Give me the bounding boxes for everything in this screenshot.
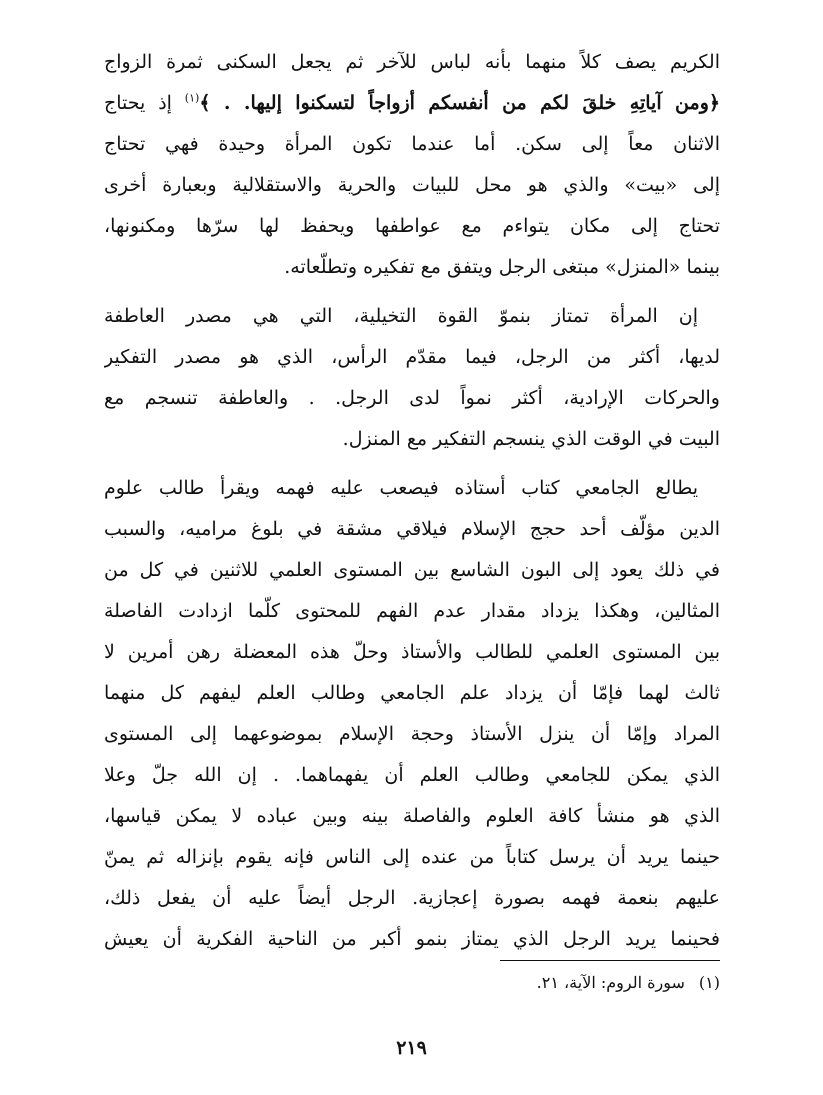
text-line: حينما يريد أن يرسل كتاباً من عنده إلى الناس فإنه يقوم بإنزاله ثم يمنّ bbox=[104, 846, 720, 868]
text-line: البيت في الوقت الذي ينسجم التفكير مع المنزل. bbox=[342, 428, 720, 450]
text-line: في ذلك يعود إلى البون الشاسع بين المستوى العلمي للاثنين في كل من bbox=[104, 559, 720, 581]
text-line: المراد وإمّا أن ينزل الأستاذ وحجة الإسلام بموضوعهما إلى المستوى bbox=[104, 723, 720, 745]
page-body bbox=[104, 42, 720, 960]
text-line: إلى «بيت» والذي هو محل للبيات والحرية والاستقلالية وبعبارة أخرى bbox=[104, 174, 720, 196]
verse-line-tail: إذ يحتاج bbox=[104, 92, 172, 114]
text-line: والحركات الإرادية، أكثر نمواً لدى الرجل. . والعاطفة تنسجم مع bbox=[104, 387, 720, 409]
text-line: بين المستوى العلمي للطالب والأستاذ وحلّ هذه المعضلة رهن أمرين لا bbox=[104, 641, 720, 663]
footnote-number: (١) bbox=[698, 973, 720, 992]
text-line: فحينما يريد الرجل الذي يمتاز بنمو أكبر من الناحية الفكرية أن يعيش bbox=[104, 928, 720, 950]
footnote-text: سورة الروم: الآية، ٢١. bbox=[536, 973, 685, 992]
text-line: الكريم يصف كلاً منهما بأنه لباس للآخر ثم يجعل السكنى ثمرة الزواج bbox=[104, 51, 720, 73]
text-line: الدين مؤلّف أحد حجج الإسلام فيلاقي مشقة في بلوغ مراميه، والسبب bbox=[104, 518, 720, 540]
text-line: الذي يمكن للجامعي وطالب العلم أن يفهماهما. . إن الله جلّ وعلا bbox=[104, 764, 720, 786]
page-number: ٢١٩ bbox=[396, 1037, 427, 1059]
text-line: عليهم بنعمة فهمه بصورة إعجازية. الرجل أيضاً عليه أن يفعل ذلك، bbox=[104, 887, 720, 909]
footnote-ref[interactable]: (١) bbox=[184, 91, 200, 105]
text-line: يطالع الجامعي كتاب أستاذه فيصعب عليه فهمه ويقرأ طالب علوم bbox=[104, 477, 698, 499]
text-line: المثالين، وهكذا يزداد مقدار عدم الفهم للمحتوى كلّما ازدادت الفاصلة bbox=[104, 600, 720, 622]
text-line: الذي هو منشأ كافة العلوم والفاصلة بينه وبين عباده لا يمكن قياسها، bbox=[104, 805, 720, 827]
footnote-divider bbox=[500, 960, 720, 961]
text-line: تحتاج إلى مكان يتواءم مع عواطفها ويحفظ لها سرّها ومكنونها، bbox=[104, 215, 720, 237]
text-line: بينما «المنزل» مبتغى الرجل ويتفق مع تفكيره وتطلّعاته. bbox=[284, 256, 720, 278]
paragraph-gap bbox=[104, 288, 720, 296]
text-line: ثالث لهما فإمّا أن يزداد علم الجامعي وطالب العلم ليفهم كل منهما bbox=[104, 682, 720, 704]
verse-line bbox=[104, 83, 720, 124]
text-line: الاثنان معاً إلى سكن. أما عندما تكون المرأة وحيدة فهي تحتاج bbox=[104, 133, 720, 155]
footnote bbox=[360, 968, 720, 998]
quran-verse: ﴿ومن آياتِهِ خلقَ لكم من أنفسكم أزواجاً لتسكنوا إليها. . ﴾ bbox=[199, 92, 720, 114]
text-line: لديها، أكثر من الرجل، فيما مقدّم الرأس، الذي هو مصدر التفكير bbox=[104, 346, 720, 368]
paragraph-gap bbox=[104, 460, 720, 468]
text-line: إن المرأة تمتاز بنموّ القوة التخيلية، التي هي مصدر العاطفة bbox=[104, 305, 698, 327]
